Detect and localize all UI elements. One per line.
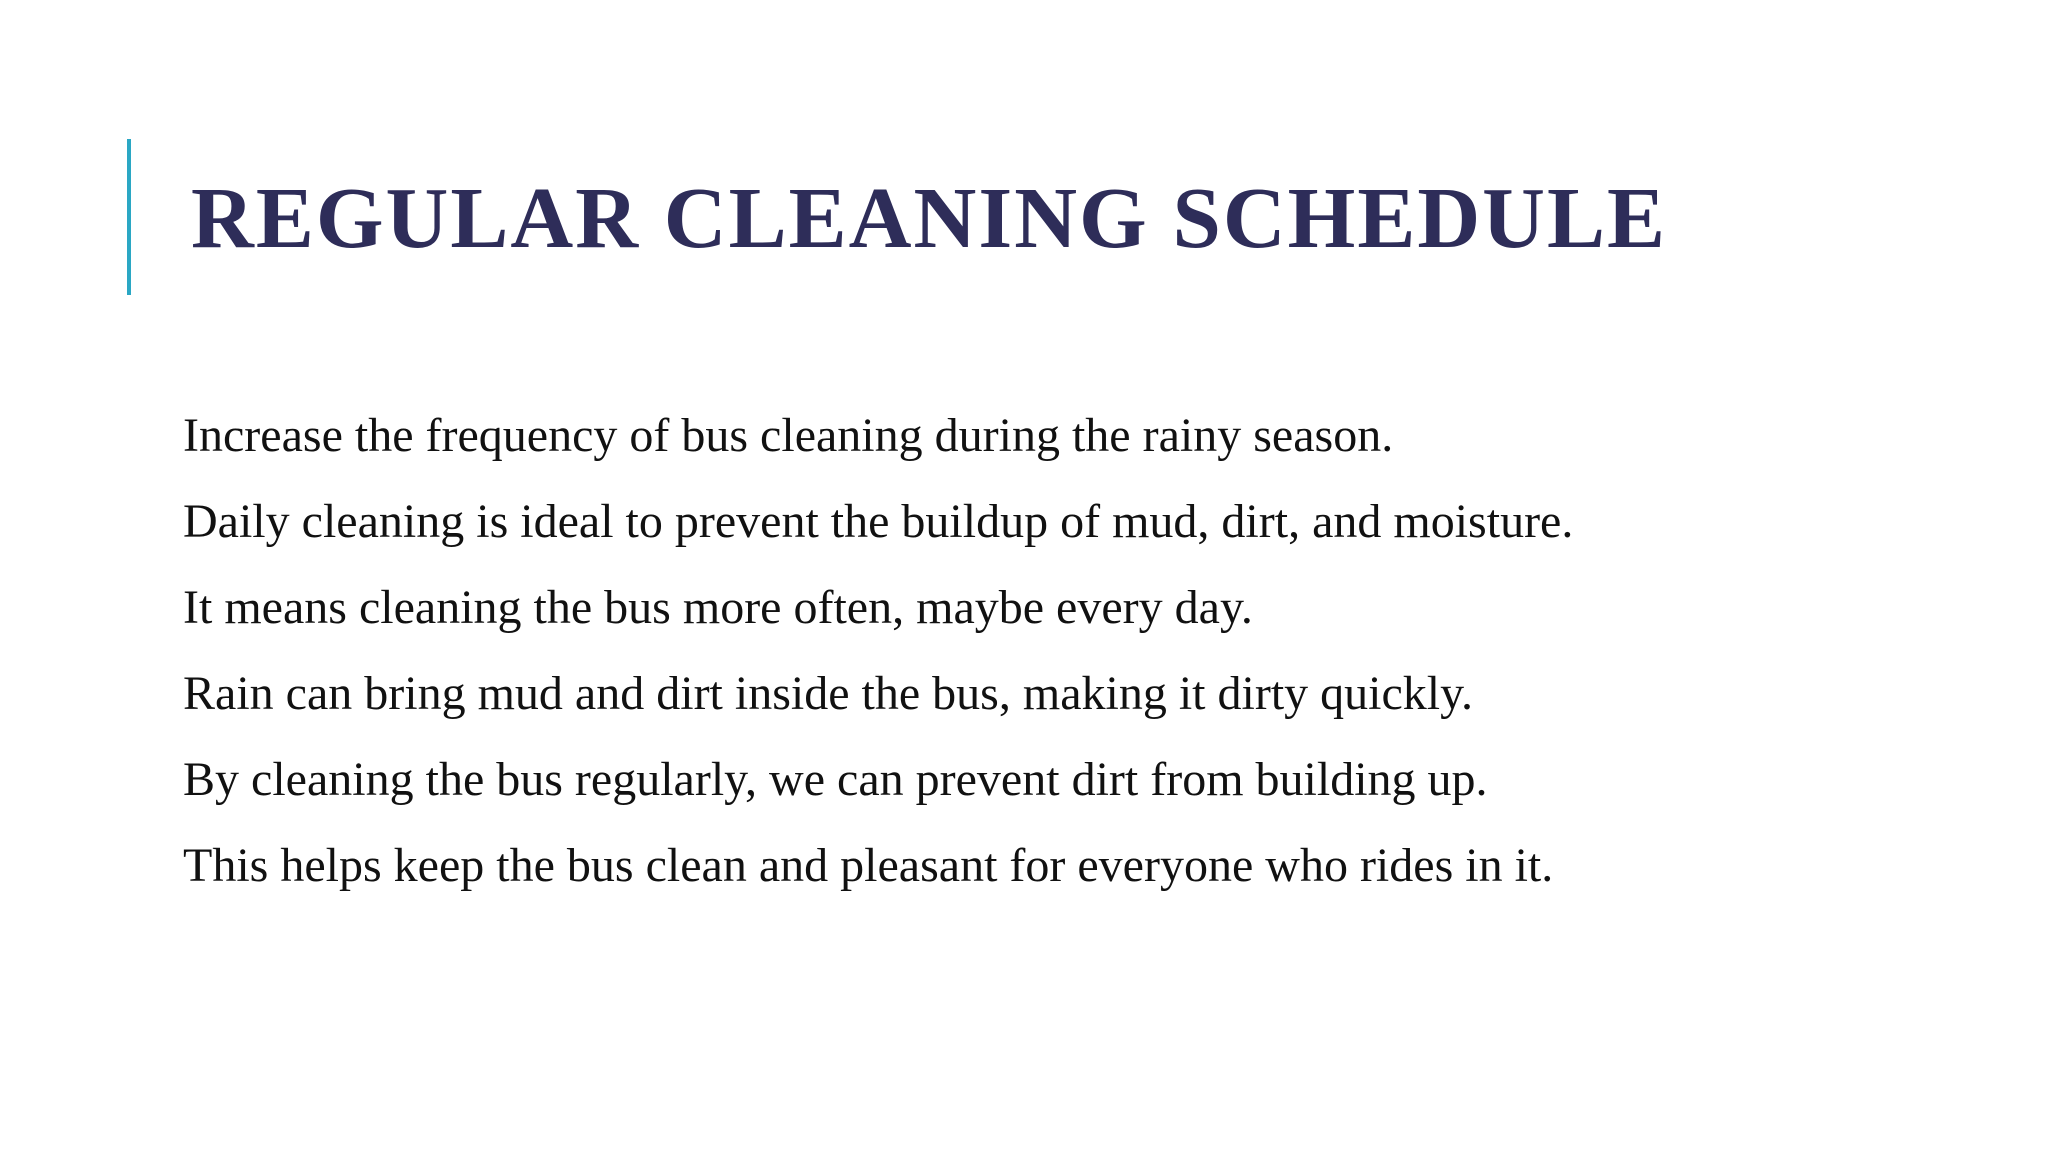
- body-line: Increase the frequency of bus cleaning during the rainy season.: [183, 409, 1394, 462]
- body-line: By cleaning the bus regularly, we can prevent dirt from building up.: [183, 753, 1488, 806]
- body-line: Rain can bring mud and dirt inside the bus, making it dirty quickly.: [183, 667, 1474, 720]
- slide-title: REGULAR CLEANING SCHEDULE: [191, 169, 1668, 266]
- body-line: Daily cleaning is ideal to prevent the buildup of mud, dirt, and moisture.: [183, 495, 1574, 548]
- body-line: It means cleaning the bus more often, maybe every day.: [183, 581, 1253, 634]
- body-text-list: [183, 393, 1573, 909]
- title-accent-bar: [127, 139, 131, 295]
- body-line: This helps keep the bus clean and pleasant for everyone who rides in it.: [183, 839, 1554, 892]
